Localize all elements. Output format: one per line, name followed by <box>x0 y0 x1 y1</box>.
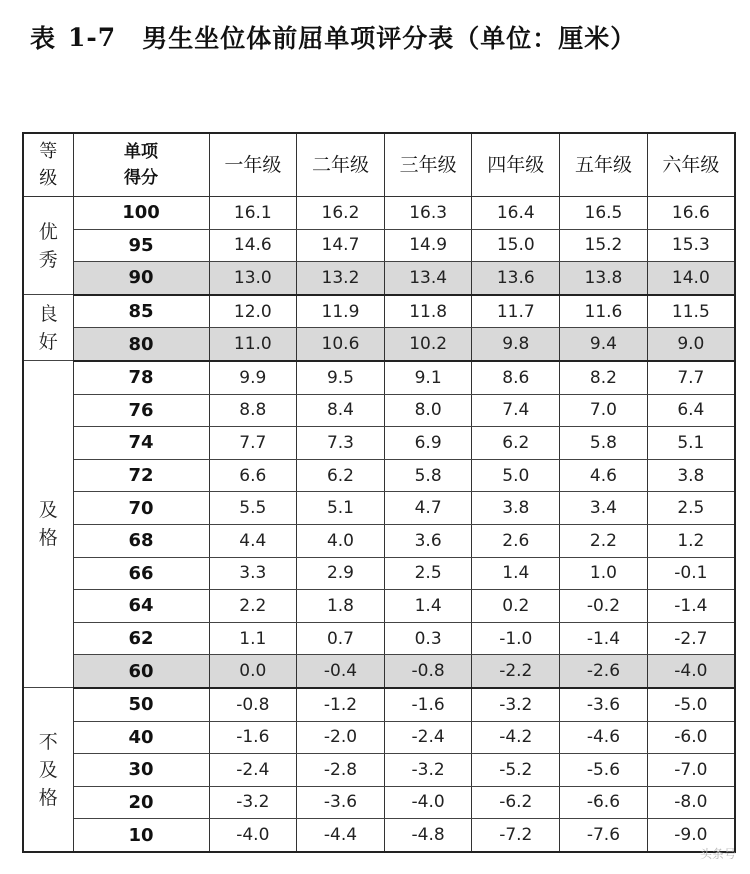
grade-label: 优 秀 <box>23 197 73 295</box>
header-year-5: 五年级 <box>560 133 648 197</box>
value-cell: 1.0 <box>560 557 648 590</box>
score-cell: 100 <box>73 197 209 230</box>
score-cell: 72 <box>73 459 209 492</box>
value-cell: 2.9 <box>297 557 385 590</box>
table-row <box>23 262 735 295</box>
value-cell: -4.6 <box>560 721 648 754</box>
value-cell: -7.6 <box>560 819 648 852</box>
score-cell: 74 <box>73 427 209 460</box>
value-cell: 0.2 <box>472 590 560 623</box>
value-cell: 13.4 <box>384 262 472 295</box>
value-cell: 3.6 <box>384 524 472 557</box>
score-cell: 76 <box>73 394 209 427</box>
value-cell: 4.4 <box>209 524 297 557</box>
value-cell: -8.0 <box>647 786 735 819</box>
value-cell: 5.1 <box>647 427 735 460</box>
value-cell: 9.5 <box>297 361 385 394</box>
title-prefix: 表 <box>30 24 57 53</box>
value-cell: -6.6 <box>560 786 648 819</box>
value-cell: 3.4 <box>560 492 648 525</box>
score-cell: 80 <box>73 328 209 361</box>
value-cell: 13.8 <box>560 262 648 295</box>
value-cell: 0.3 <box>384 622 472 655</box>
table-row <box>23 557 735 590</box>
value-cell: 3.3 <box>209 557 297 590</box>
value-cell: -6.0 <box>647 721 735 754</box>
value-cell: 10.2 <box>384 328 472 361</box>
value-cell: 16.1 <box>209 197 297 230</box>
table-row <box>23 754 735 787</box>
score-table <box>22 132 736 853</box>
title-text: 男生坐位体前屈单项评分表（单位：厘米） <box>142 24 637 53</box>
value-cell: 11.9 <box>297 295 385 328</box>
table-title <box>30 14 730 60</box>
value-cell: 11.5 <box>647 295 735 328</box>
table-row <box>23 524 735 557</box>
table-row <box>23 427 735 460</box>
value-cell: 16.6 <box>647 197 735 230</box>
value-cell: 6.6 <box>209 459 297 492</box>
score-cell: 78 <box>73 361 209 394</box>
value-cell: 11.6 <box>560 295 648 328</box>
header-year-2: 二年级 <box>297 133 385 197</box>
score-cell: 85 <box>73 295 209 328</box>
header-score: 单项 得分 <box>73 133 209 197</box>
table-row <box>23 459 735 492</box>
value-cell: 10.6 <box>297 328 385 361</box>
value-cell: 15.0 <box>472 229 560 262</box>
value-cell: 1.8 <box>297 590 385 623</box>
value-cell: 7.7 <box>647 361 735 394</box>
header-row <box>23 133 735 197</box>
value-cell: -4.0 <box>647 655 735 688</box>
value-cell: 8.4 <box>297 394 385 427</box>
value-cell: 2.5 <box>384 557 472 590</box>
value-cell: 3.8 <box>472 492 560 525</box>
value-cell: -3.2 <box>472 688 560 721</box>
value-cell: -3.6 <box>560 688 648 721</box>
value-cell: 2.2 <box>209 590 297 623</box>
header-year-6: 六年级 <box>647 133 735 197</box>
score-cell: 68 <box>73 524 209 557</box>
value-cell: 16.3 <box>384 197 472 230</box>
value-cell: -1.2 <box>297 688 385 721</box>
title-number: 1-7 <box>68 22 117 52</box>
grade-label: 不 及 格 <box>23 688 73 852</box>
value-cell: -1.6 <box>384 688 472 721</box>
grade-label: 及 格 <box>23 361 73 688</box>
table-row <box>23 295 735 328</box>
score-cell: 50 <box>73 688 209 721</box>
value-cell: -0.2 <box>560 590 648 623</box>
table-row <box>23 328 735 361</box>
value-cell: 7.7 <box>209 427 297 460</box>
value-cell: 7.0 <box>560 394 648 427</box>
value-cell: 4.6 <box>560 459 648 492</box>
value-cell: -4.0 <box>384 786 472 819</box>
value-cell: -1.4 <box>560 622 648 655</box>
value-cell: -2.4 <box>384 721 472 754</box>
value-cell: -4.4 <box>297 819 385 852</box>
value-cell: 14.0 <box>647 262 735 295</box>
value-cell: -0.8 <box>384 655 472 688</box>
value-cell: 11.7 <box>472 295 560 328</box>
table-body <box>23 197 735 852</box>
grade-label: 良 好 <box>23 295 73 361</box>
value-cell: -5.2 <box>472 754 560 787</box>
value-cell: 0.0 <box>209 655 297 688</box>
value-cell: -9.0 <box>647 819 735 852</box>
watermark: 头条号 <box>699 847 736 861</box>
value-cell: -2.2 <box>472 655 560 688</box>
value-cell: 8.0 <box>384 394 472 427</box>
table-row <box>23 721 735 754</box>
value-cell: -4.0 <box>209 819 297 852</box>
value-cell: 0.7 <box>297 622 385 655</box>
score-cell: 66 <box>73 557 209 590</box>
value-cell: 6.4 <box>647 394 735 427</box>
value-cell: -2.4 <box>209 754 297 787</box>
score-cell: 70 <box>73 492 209 525</box>
value-cell: 16.5 <box>560 197 648 230</box>
score-cell: 62 <box>73 622 209 655</box>
value-cell: 13.2 <box>297 262 385 295</box>
value-cell: 8.2 <box>560 361 648 394</box>
header-year-3: 三年级 <box>384 133 472 197</box>
score-cell: 20 <box>73 786 209 819</box>
value-cell: 15.3 <box>647 229 735 262</box>
value-cell: 4.0 <box>297 524 385 557</box>
value-cell: 12.0 <box>209 295 297 328</box>
table-row <box>23 361 735 394</box>
value-cell: 14.6 <box>209 229 297 262</box>
header-grade: 等 级 <box>23 133 73 197</box>
score-cell: 60 <box>73 655 209 688</box>
table-row <box>23 786 735 819</box>
value-cell: 1.2 <box>647 524 735 557</box>
table-row <box>23 492 735 525</box>
value-cell: 11.0 <box>209 328 297 361</box>
value-cell: 8.8 <box>209 394 297 427</box>
value-cell: 5.8 <box>560 427 648 460</box>
table-row <box>23 819 735 852</box>
value-cell: 1.4 <box>384 590 472 623</box>
score-cell: 90 <box>73 262 209 295</box>
value-cell: 5.1 <box>297 492 385 525</box>
value-cell: 5.8 <box>384 459 472 492</box>
value-cell: 16.4 <box>472 197 560 230</box>
value-cell: -0.8 <box>209 688 297 721</box>
table-row <box>23 655 735 688</box>
value-cell: 9.1 <box>384 361 472 394</box>
value-cell: 6.2 <box>472 427 560 460</box>
table-row <box>23 197 735 230</box>
value-cell: 3.8 <box>647 459 735 492</box>
score-cell: 64 <box>73 590 209 623</box>
value-cell: 15.2 <box>560 229 648 262</box>
value-cell: -2.8 <box>297 754 385 787</box>
value-cell: 5.0 <box>472 459 560 492</box>
header-year-4: 四年级 <box>472 133 560 197</box>
score-cell: 40 <box>73 721 209 754</box>
value-cell: -1.4 <box>647 590 735 623</box>
value-cell: 2.6 <box>472 524 560 557</box>
value-cell: 4.7 <box>384 492 472 525</box>
value-cell: 7.3 <box>297 427 385 460</box>
score-cell: 30 <box>73 754 209 787</box>
value-cell: 14.9 <box>384 229 472 262</box>
value-cell: 9.4 <box>560 328 648 361</box>
value-cell: 2.2 <box>560 524 648 557</box>
header-year-1: 一年级 <box>209 133 297 197</box>
value-cell: 1.4 <box>472 557 560 590</box>
table-row <box>23 590 735 623</box>
value-cell: -5.0 <box>647 688 735 721</box>
value-cell: 9.9 <box>209 361 297 394</box>
value-cell: 9.0 <box>647 328 735 361</box>
value-cell: 6.9 <box>384 427 472 460</box>
value-cell: 16.2 <box>297 197 385 230</box>
table-row <box>23 229 735 262</box>
value-cell: -2.7 <box>647 622 735 655</box>
value-cell: -0.1 <box>647 557 735 590</box>
value-cell: 7.4 <box>472 394 560 427</box>
table-row <box>23 622 735 655</box>
score-cell: 10 <box>73 819 209 852</box>
value-cell: 13.0 <box>209 262 297 295</box>
value-cell: -3.6 <box>297 786 385 819</box>
value-cell: -6.2 <box>472 786 560 819</box>
value-cell: 6.2 <box>297 459 385 492</box>
value-cell: 2.5 <box>647 492 735 525</box>
value-cell: -3.2 <box>384 754 472 787</box>
value-cell: 11.8 <box>384 295 472 328</box>
value-cell: -1.0 <box>472 622 560 655</box>
value-cell: -7.2 <box>472 819 560 852</box>
value-cell: -1.6 <box>209 721 297 754</box>
value-cell: -3.2 <box>209 786 297 819</box>
value-cell: 9.8 <box>472 328 560 361</box>
value-cell: -4.2 <box>472 721 560 754</box>
value-cell: -2.6 <box>560 655 648 688</box>
value-cell: 13.6 <box>472 262 560 295</box>
table-row <box>23 394 735 427</box>
value-cell: 1.1 <box>209 622 297 655</box>
value-cell: -7.0 <box>647 754 735 787</box>
value-cell: -0.4 <box>297 655 385 688</box>
score-cell: 95 <box>73 229 209 262</box>
value-cell: -4.8 <box>384 819 472 852</box>
value-cell: -5.6 <box>560 754 648 787</box>
value-cell: 5.5 <box>209 492 297 525</box>
value-cell: -2.0 <box>297 721 385 754</box>
value-cell: 8.6 <box>472 361 560 394</box>
value-cell: 14.7 <box>297 229 385 262</box>
table-row <box>23 688 735 721</box>
